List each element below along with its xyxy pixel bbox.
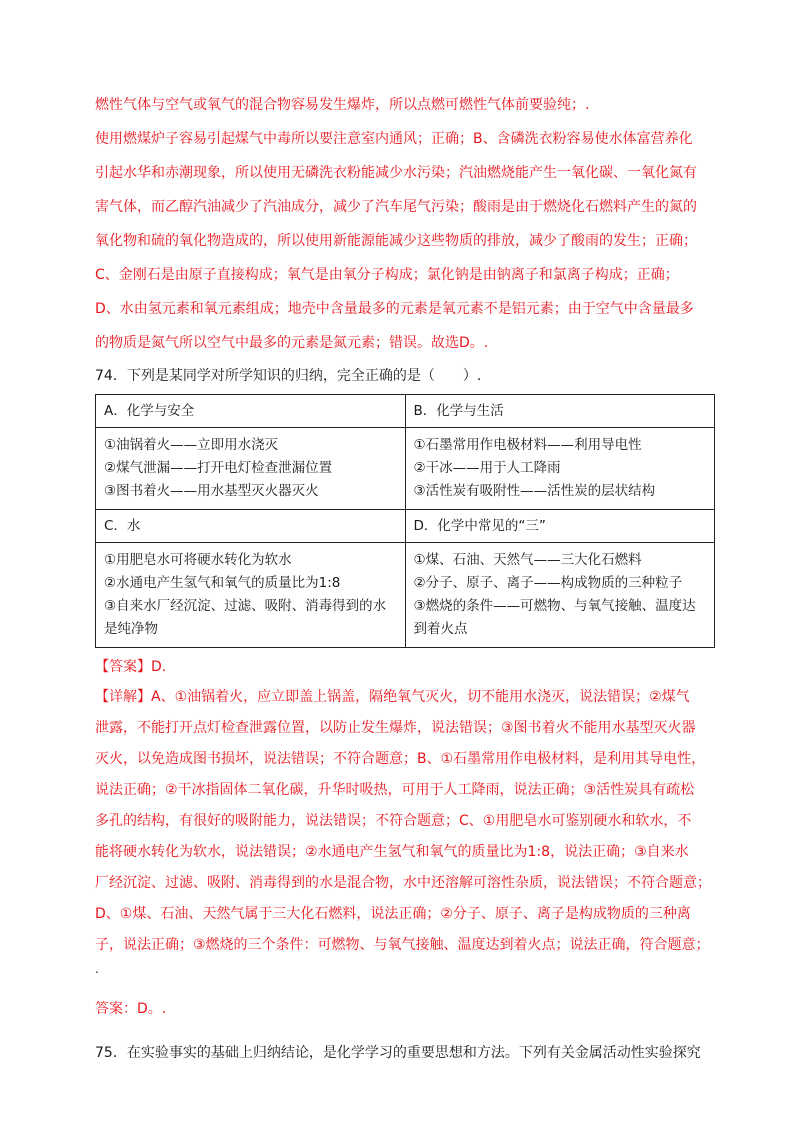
explanation-line: 的物质是氮气所以空气中最多的元素是氮元素；错误。故选D。.: [95, 335, 489, 351]
previous-explanation: [95, 88, 715, 360]
option-d-title: D．化学中常见的“三”: [405, 510, 715, 543]
option-a-item: ②煤气泄漏——打开电灯检查泄漏位置: [104, 460, 333, 476]
option-c-items: [96, 543, 406, 648]
option-b-item: ②干冰——用于人工降雨: [413, 460, 561, 476]
detail-line: 泄露，不能打开点灯检查泄露位置，以防止发生爆炸，说法错误；③图书着火不能用水基型灭火器: [95, 720, 696, 736]
explanation-line: 害气体，而乙醇汽油减少了汽油成分，减少了汽车尾气污染；酸雨是由于燃烧化石燃料产生的氮的: [95, 199, 697, 215]
question-75-stem: 75．在实验事实的基础上归纳结论，是化学学习的重要思想和方法。下列有关金属活动性实验探究: [95, 1045, 701, 1061]
answer-label: 【答案】D.: [95, 659, 167, 675]
stray-dot: .: [95, 962, 99, 976]
option-a-item: ①油锅着火——立即用水浇灭: [104, 437, 279, 453]
option-b-item: ①石墨常用作电极材料——利用导电性: [413, 437, 642, 453]
option-c-item: ①用肥皂水可将硬水转化为软水: [104, 552, 292, 568]
explanation-line: 燃性气体与空气或氧气的混合物容易发生爆炸，所以点燃可燃性气体前要验纯；.: [95, 97, 590, 113]
detail-line: 多孔的结构，有很好的吸附能力，说法错误；不符合题意；C、①用肥皂水可鉴别硬水和软水，不: [95, 813, 692, 829]
knowledge-table: [95, 394, 715, 648]
detail-line: 说法正确；②干冰指固体二氧化碳，升华时吸热，可用于人工降雨，说法正确；③活性炭具有疏松: [95, 782, 695, 798]
option-a-items: [96, 428, 406, 510]
option-a-item: ③图书着火——用水基型灭火器灭火: [104, 483, 319, 499]
option-d-item: ①煤、石油、天然气——三大化石燃料: [413, 552, 642, 568]
final-answer: 答案：D。.: [95, 1001, 167, 1017]
document-page: [95, 88, 715, 1065]
explanation-line: C、金刚石是由原子直接构成；氧气是由氧分子构成；氯化钠是由钠离子和氯离子构成；正确；: [95, 267, 679, 283]
option-b-items: [405, 428, 715, 510]
detail-line: 灭火，以免造成图书损坏，说法错误；不符合题意；B、①石墨常用作电极材料，是利用其导电性，: [95, 751, 706, 767]
detail-line: 【详解】A、①油锅着火，应立即盖上锅盖，隔绝氧气灭火，切不能用水浇灭，说法错误；②煤气: [95, 689, 690, 705]
option-c-item: ②水通电产生氢气和氧气的质量比为1:8: [104, 575, 341, 591]
option-c-item: ③自来水厂经沉淀、过滤、吸附、消毒得到的水是纯净物: [104, 598, 387, 637]
question-74-stem: 74．下列是某同学对所学知识的归纳，完全正确的是（ ）.: [95, 368, 482, 384]
detail-line: D、①煤、石油、天然气属于三大化石燃料，说法正确；②分子、原子、离子是构成物质的三种离: [95, 906, 691, 922]
explanation-line: 引起水华和赤潮现象，所以使用无磷洗衣粉能减少水污染；汽油燃烧能产生一氧化碳、一氧化氮有: [95, 165, 697, 181]
explanation-line: 氧化物和硫的氧化物造成的，所以使用新能源能减少这些物质的排放，减少了酸雨的发生；正确；: [95, 233, 697, 249]
detail-line: 厂经沉淀、过滤、吸附、消毒得到的水是混合物，水中还溶解可溶性杂质，说法错误；不符合题意；: [95, 875, 711, 891]
option-b-item: ③活性炭有吸附性——活性炭的层状结构: [413, 483, 656, 499]
detailed-explanation: [95, 682, 715, 961]
option-d-item: ②分子、原子、离子——构成物质的三种粒子: [413, 575, 683, 591]
option-d-item: ③燃烧的条件——可燃物、与氧气接触、温度达到着火点: [413, 598, 696, 637]
option-d-items: [405, 543, 715, 648]
explanation-line: 使用燃煤炉子容易引起煤气中毒所以要注意室内通风；正确；B、含磷洗衣粉容易使水体富营养化: [95, 131, 693, 147]
explanation-line: D、水由氢元素和氧元素组成；地壳中含量最多的元素是氧元素不是铝元素；由于空气中含量最多: [95, 301, 694, 317]
option-b-title: B．化学与生活: [405, 395, 715, 428]
option-a-title: A．化学与安全: [96, 395, 406, 428]
option-c-title: C．水: [96, 510, 406, 543]
detail-line: 能将硬水转化为软水，说法错误；②水通电产生氢气和氧气的质量比为1:8，说法正确；③自来水: [95, 844, 689, 860]
detail-line: 子，说法正确；③燃烧的三个条件：可燃物、与氧气接触、温度达到着火点；说法正确，符合题意；: [95, 937, 710, 953]
